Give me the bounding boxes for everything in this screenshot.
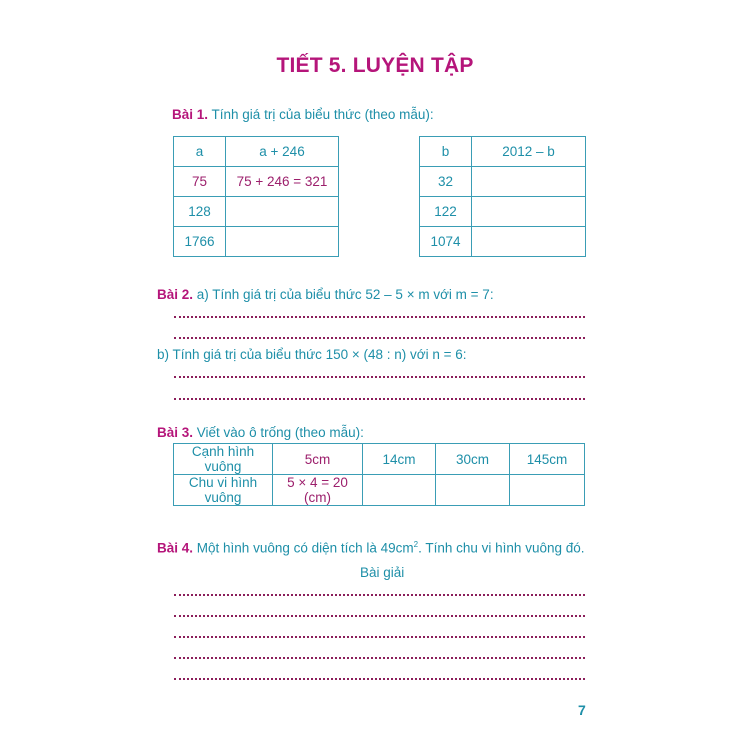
table-2012-minus-b bbox=[419, 136, 586, 257]
side-cell: 5cm bbox=[273, 444, 363, 475]
table-a-cell: 1766 bbox=[174, 227, 226, 257]
answer-line[interactable] bbox=[174, 316, 585, 318]
table-a-plus-246 bbox=[173, 136, 339, 257]
answer-line[interactable] bbox=[174, 376, 585, 378]
table-a-answer-cell[interactable] bbox=[226, 227, 339, 257]
exercise-3-prompt bbox=[157, 425, 364, 440]
perimeter-cell: 5 × 4 = 20 (cm) bbox=[273, 475, 363, 506]
answer-line[interactable] bbox=[174, 615, 585, 617]
answer-line[interactable] bbox=[174, 657, 585, 659]
perimeter-answer-cell[interactable] bbox=[436, 475, 510, 506]
table-a-header-a: a bbox=[174, 137, 226, 167]
table-a-cell: 75 bbox=[174, 167, 226, 197]
side-cell: 30cm bbox=[436, 444, 510, 475]
row-header-side: Cạnh hình vuông bbox=[174, 444, 273, 475]
table-b-cell: 122 bbox=[420, 197, 472, 227]
page-title: TIẾT 5. LUYỆN TẬP bbox=[276, 54, 474, 77]
exercise-2b-prompt: b) Tính giá trị của biểu thức 150 × (48 : n) với n = 6: bbox=[157, 347, 467, 362]
exercise-1-text: Tính giá trị của biểu thức (theo mẫu): bbox=[208, 107, 434, 122]
row-header-perimeter: Chu vi hình vuông bbox=[174, 475, 273, 506]
solution-label: Bài giải bbox=[360, 565, 405, 580]
exercise-3-label: Bài 3. bbox=[157, 425, 194, 440]
exercise-4-text-end: . Tính chu vi hình vuông đó. bbox=[418, 540, 585, 556]
answer-line[interactable] bbox=[174, 636, 585, 638]
table-a-header-expr: a + 246 bbox=[226, 137, 339, 167]
exercise-1-label: Bài 1. bbox=[172, 107, 209, 122]
side-cell: 145cm bbox=[510, 444, 585, 475]
exercise-4-text: Một hình vuông có diện tích là 49cm bbox=[193, 540, 414, 556]
perimeter-answer-cell[interactable] bbox=[510, 475, 585, 506]
page-number: 7 bbox=[578, 702, 586, 718]
exercise-4-prompt bbox=[157, 540, 585, 556]
table-a-cell: 128 bbox=[174, 197, 226, 227]
table-a-answer-cell[interactable] bbox=[226, 197, 339, 227]
exercise-2-label: Bài 2. bbox=[157, 287, 194, 302]
table-b-cell: 32 bbox=[420, 167, 472, 197]
answer-line[interactable] bbox=[174, 594, 585, 596]
table-b-answer-cell[interactable] bbox=[472, 167, 586, 197]
superscript: 2 bbox=[413, 540, 419, 549]
answer-line[interactable] bbox=[174, 337, 585, 339]
exercise-2a-prompt bbox=[157, 287, 494, 302]
exercise-2a-text: a) Tính giá trị của biểu thức 52 – 5 × m với m = 7: bbox=[193, 287, 494, 302]
answer-line[interactable] bbox=[174, 678, 585, 680]
table-b-answer-cell[interactable] bbox=[472, 197, 586, 227]
table-b-header-expr: 2012 – b bbox=[472, 137, 586, 167]
square-perimeter-table bbox=[173, 443, 585, 506]
exercise-3-text: Viết vào ô trống (theo mẫu): bbox=[193, 425, 364, 440]
table-b-header-b: b bbox=[420, 137, 472, 167]
table-a-cell: 75 + 246 = 321 bbox=[226, 167, 339, 197]
perimeter-answer-cell[interactable] bbox=[363, 475, 436, 506]
answer-line[interactable] bbox=[174, 398, 585, 400]
side-cell: 14cm bbox=[363, 444, 436, 475]
exercise-4-label: Bài 4. bbox=[157, 540, 194, 556]
table-b-cell: 1074 bbox=[420, 227, 472, 257]
table-b-answer-cell[interactable] bbox=[472, 227, 586, 257]
exercise-1-prompt bbox=[172, 107, 434, 122]
